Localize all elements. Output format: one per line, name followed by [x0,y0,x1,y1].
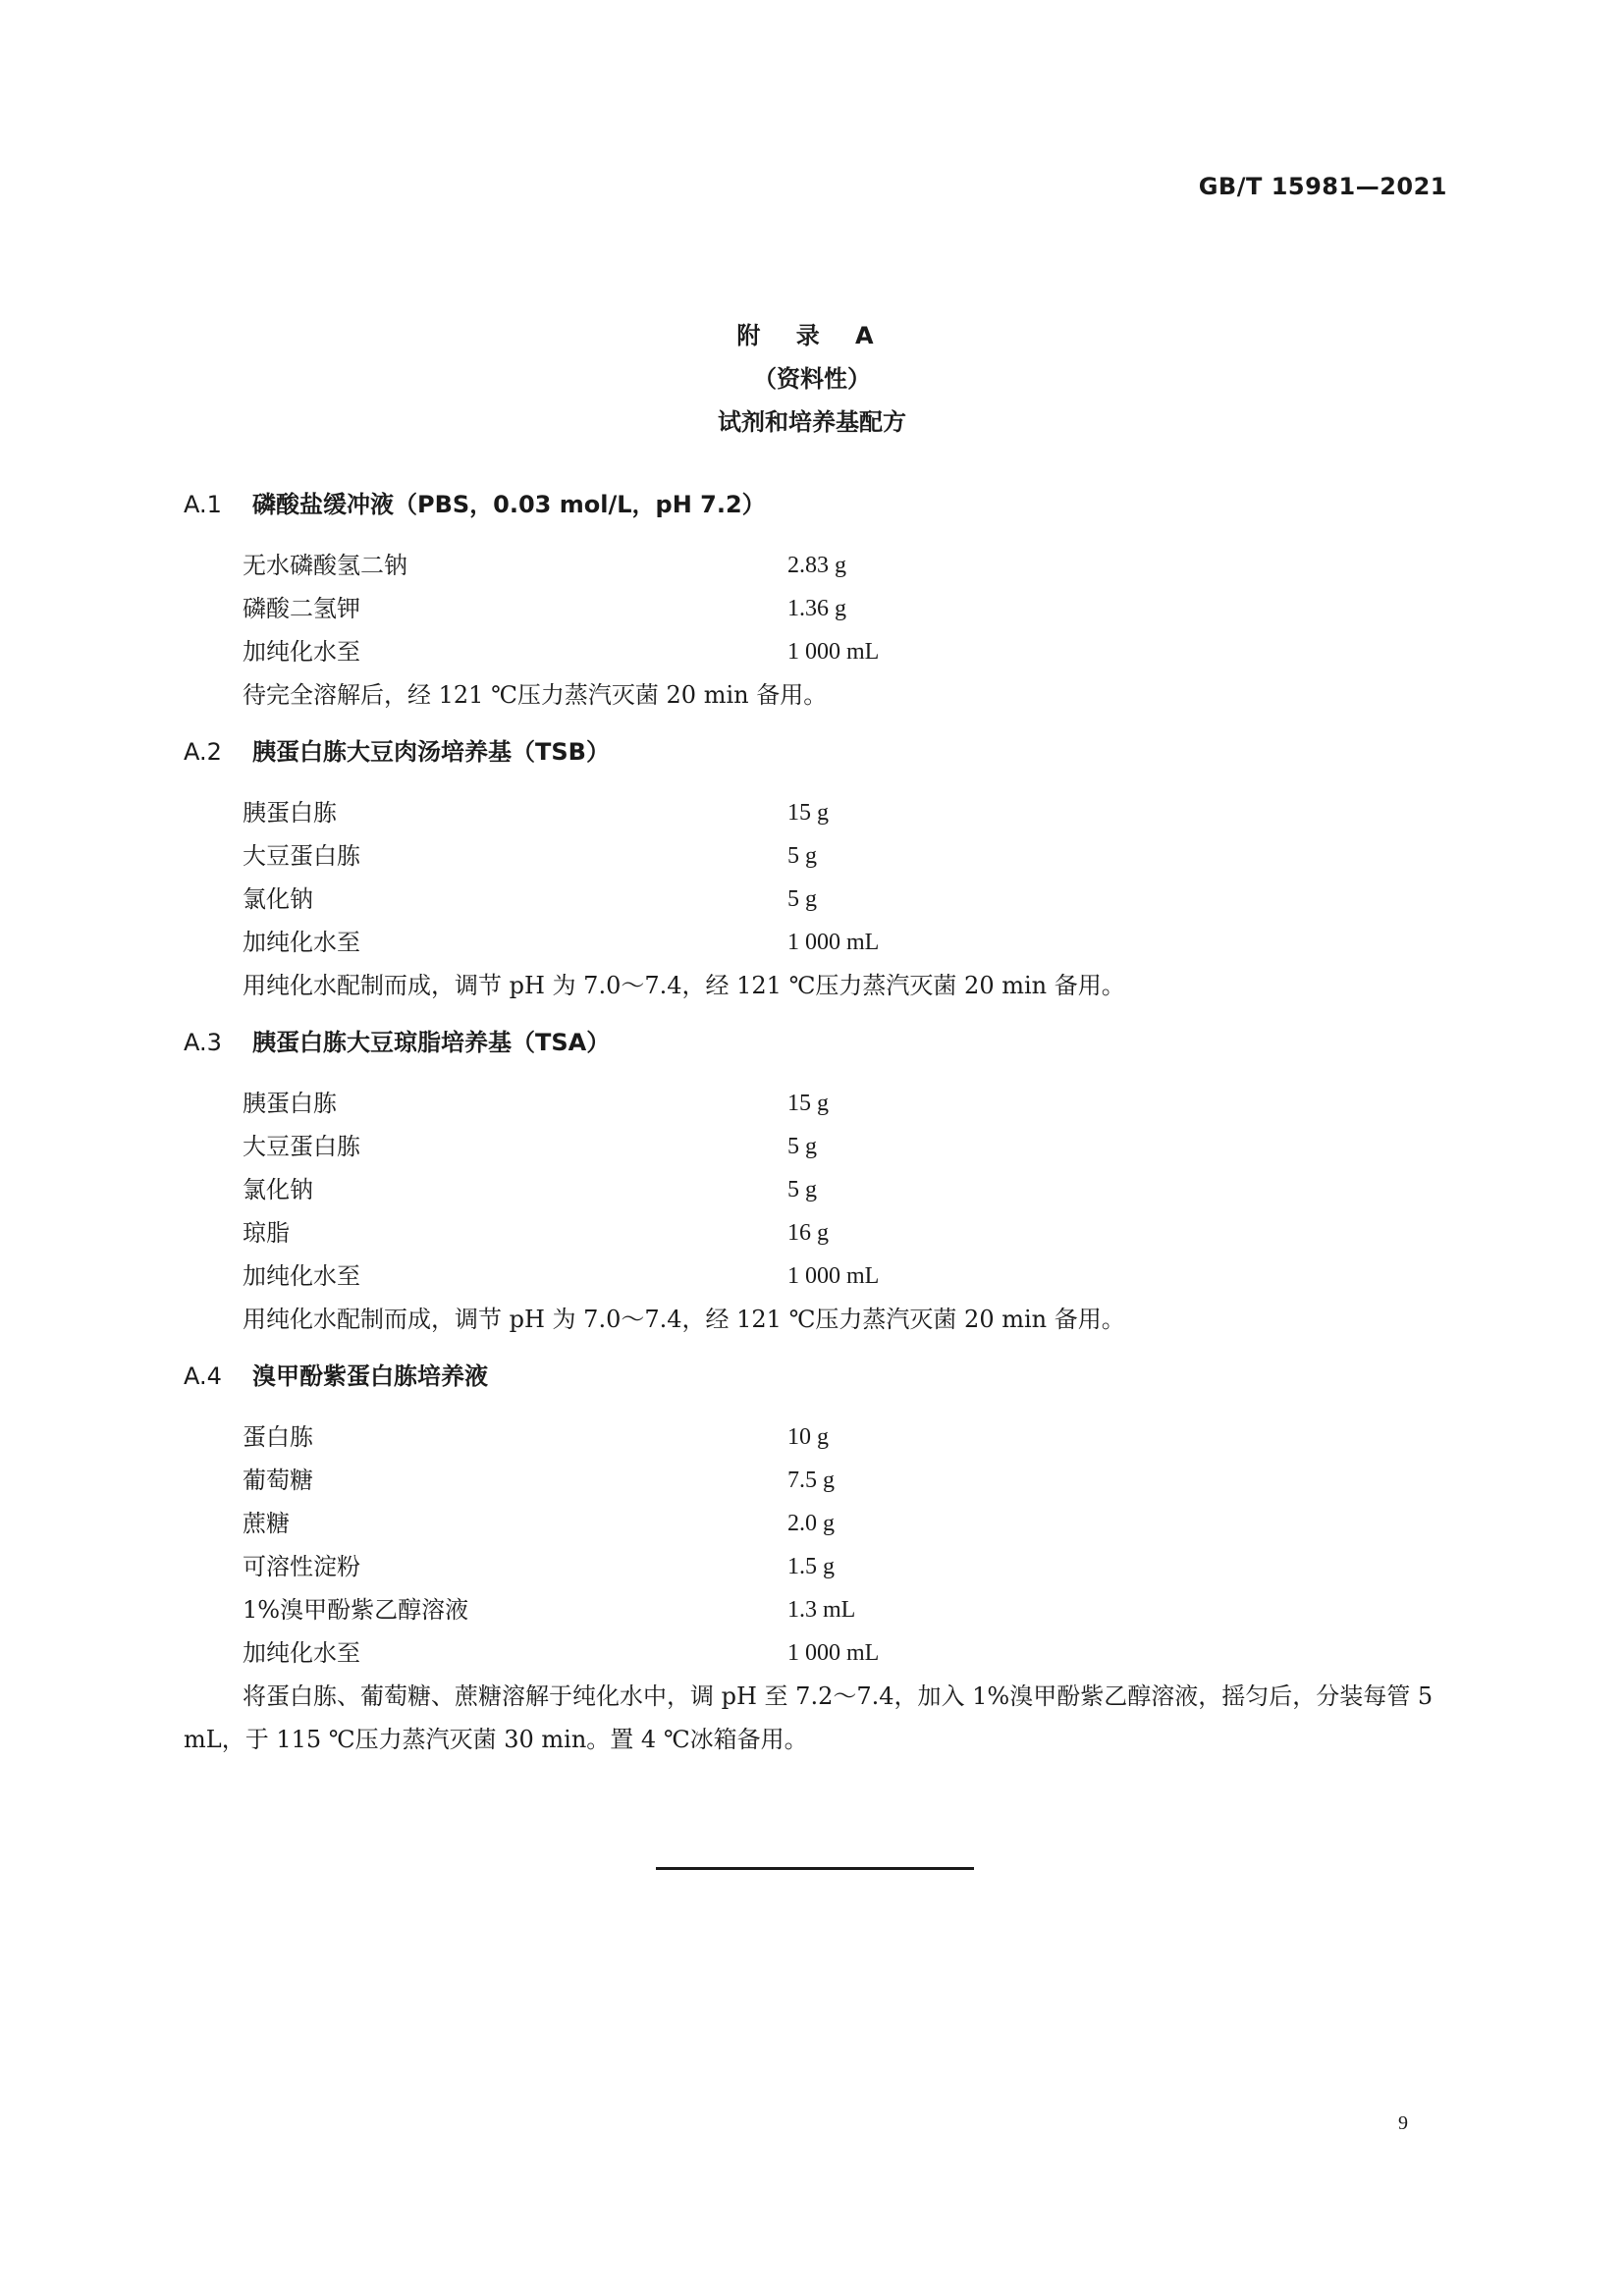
ingredient-row [243,1211,1450,1255]
section-heading [184,487,1450,522]
ingredient-name: 加纯化水至 [243,638,360,666]
ingredient-row [243,1545,1450,1588]
ingredient-row [243,1415,1450,1459]
ingredient-amount: 15 g [787,1091,829,1116]
ingredient-name: 胰蛋白胨 [243,799,337,827]
ingredient-name: 蔗糖 [243,1510,290,1537]
ingredient-name: 葡萄糖 [243,1467,313,1494]
ingredient-row [243,630,1450,673]
ingredient-row [243,1502,1450,1545]
end-of-appendix-rule [656,1867,974,1870]
page-number: 9 [1398,2112,1408,2134]
ingredient-amount: 1.36 g [787,596,846,621]
ingredient-amount: 15 g [787,800,829,826]
ingredient-amount: 1 000 mL [787,639,880,665]
section-heading [184,1359,1450,1394]
appendix-type: （资料性） [753,365,871,393]
ingredient-list [243,1415,1450,1675]
ingredient-amount: 10 g [787,1424,829,1450]
ingredient-name: 氯化钠 [243,885,313,913]
section-note: 用纯化水配制而成，调节 pH 为 7.0～7.4，经 121 ℃压力蒸汽灭菌 20 min 备用。 [243,972,1125,999]
ingredient-row [243,791,1450,834]
ingredient-name: 加纯化水至 [243,1262,360,1290]
appendix-content [184,487,1450,1779]
ingredient-name: 可溶性淀粉 [243,1553,360,1580]
section-heading [184,1025,1450,1060]
section-number: A.3 [184,1029,222,1056]
section-title: 胰蛋白胨大豆琼脂培养基（TSA） [252,1029,611,1056]
ingredient-row [243,1588,1450,1631]
section-a3 [184,1025,1450,1341]
section-note: 用纯化水配制而成，调节 pH 为 7.0～7.4，经 121 ℃压力蒸汽灭菌 20 min 备用。 [243,1306,1125,1333]
ingredient-row [243,1631,1450,1675]
section-number: A.1 [184,491,222,518]
ingredient-name: 氯化钠 [243,1176,313,1203]
appendix-name: 试剂和培养基配方 [718,408,906,436]
ingredient-row [243,1255,1450,1298]
ingredient-row [243,544,1450,587]
ingredient-name: 无水磷酸氢二钠 [243,552,407,579]
ingredient-amount: 5 g [787,843,817,869]
section-note: 将蛋白胨、葡萄糖、蔗糖溶解于纯化水中，调 pH 至 7.2～7.4，加入 1%溴甲酚紫乙醇溶液，摇匀后，分装每管 5 mL，于 115 ℃压力蒸汽灭菌 30 min。置 4 ℃冰箱备用。 [184,1682,1434,1753]
standard-number: GB/T 15981—2021 [1198,173,1447,200]
ingredient-name: 加纯化水至 [243,1639,360,1667]
section-number: A.4 [184,1362,222,1390]
section-title: 磷酸盐缓冲液（PBS，0.03 mol/L，pH 7.2） [252,491,766,518]
ingredient-name: 胰蛋白胨 [243,1090,337,1117]
ingredient-name: 大豆蛋白胨 [243,1133,360,1160]
ingredient-list [243,791,1450,964]
ingredient-amount: 1 000 mL [787,1640,880,1666]
ingredient-amount: 7.5 g [787,1468,835,1493]
ingredient-row [243,1459,1450,1502]
ingredient-list [243,1082,1450,1298]
ingredient-amount: 1.3 mL [787,1597,856,1623]
ingredient-amount: 2.83 g [787,553,846,578]
section-a1 [184,487,1450,717]
ingredient-row [243,834,1450,878]
ingredient-amount: 5 g [787,1134,817,1159]
ingredient-amount: 5 g [787,886,817,912]
ingredient-amount: 2.0 g [787,1511,835,1536]
section-a2 [184,734,1450,1007]
ingredient-amount: 1 000 mL [787,930,880,955]
ingredient-name: 加纯化水至 [243,929,360,956]
ingredient-row [243,1168,1450,1211]
section-number: A.2 [184,738,222,766]
section-a4 [184,1359,1450,1761]
ingredient-name: 蛋白胨 [243,1423,313,1451]
ingredient-row [243,1082,1450,1125]
appendix-title: 附 录 A [736,322,888,349]
ingredient-row [243,587,1450,630]
section-heading [184,734,1450,770]
ingredient-name: 大豆蛋白胨 [243,842,360,870]
ingredient-row [243,921,1450,964]
ingredient-list [243,544,1450,673]
ingredient-row [243,878,1450,921]
section-note: 待完全溶解后，经 121 ℃压力蒸汽灭菌 20 min 备用。 [243,681,828,709]
ingredient-name: 琼脂 [243,1219,290,1247]
ingredient-amount: 1.5 g [787,1554,835,1579]
ingredient-name: 磷酸二氢钾 [243,595,360,622]
ingredient-name: 1%溴甲酚紫乙醇溶液 [243,1596,469,1624]
ingredient-amount: 16 g [787,1220,829,1246]
ingredient-row [243,1125,1450,1168]
ingredient-amount: 5 g [787,1177,817,1202]
section-title: 溴甲酚紫蛋白胨培养液 [252,1362,488,1390]
ingredient-amount: 1 000 mL [787,1263,880,1289]
section-title: 胰蛋白胨大豆肉汤培养基（TSB） [252,738,610,766]
